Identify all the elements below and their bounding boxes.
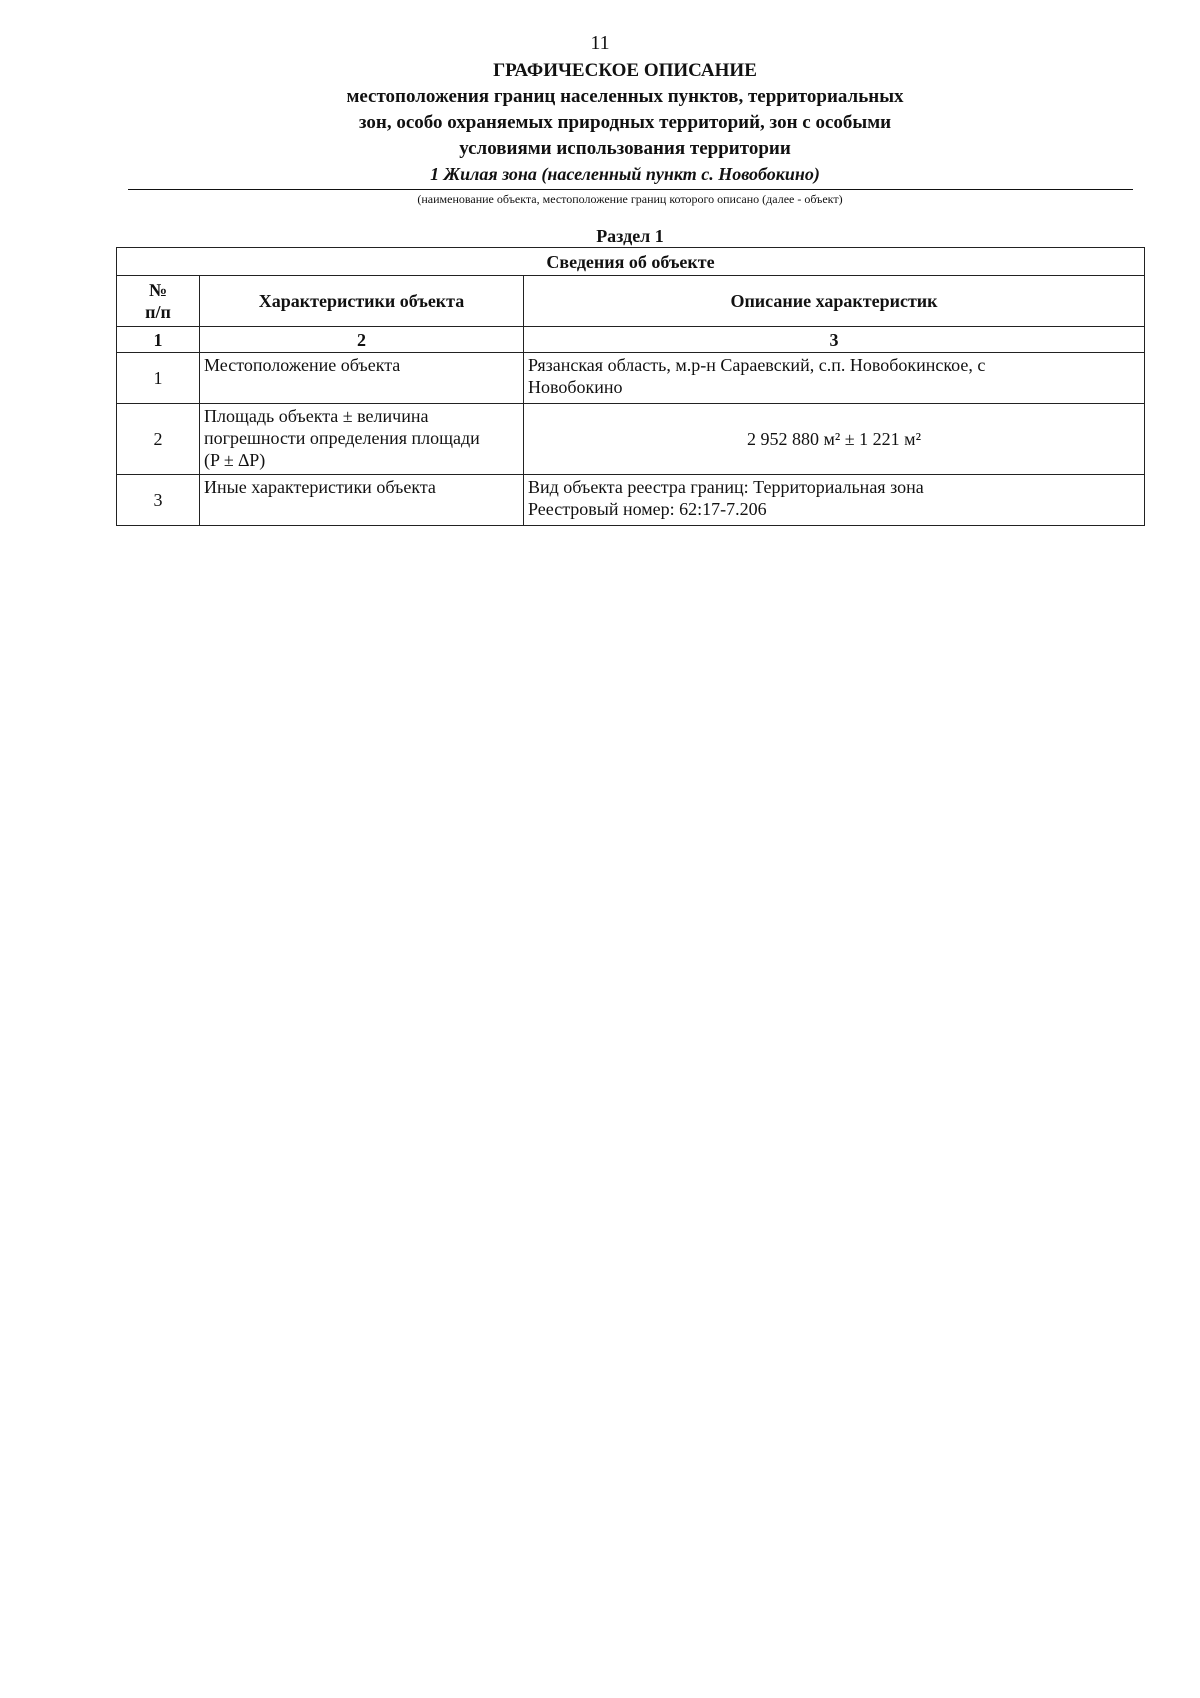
row-description-line: Новобокино [528, 377, 623, 397]
document-title: ГРАФИЧЕСКОЕ ОПИСАНИЕ [493, 60, 757, 81]
object-name: 1 Жилая зона (населенный пункт с. Новобокино) [430, 164, 820, 184]
row-characteristic-line: погрешности определения площади [204, 428, 480, 448]
index-cell: 3 [524, 327, 1145, 353]
row-characteristic [200, 353, 524, 404]
page-number: 11 [590, 32, 610, 54]
row-description-line: Вид объекта реестра границ: Территориальная зона [528, 477, 924, 497]
object-info-table [116, 247, 1145, 526]
object-name-underline [128, 189, 1133, 190]
document-subtitle-line-2: зон, особо охраняемых природных территорий, зон с особыми [358, 112, 892, 133]
index-cell: 1 [117, 327, 200, 353]
row-number: 2 [117, 404, 200, 475]
column-header-characteristics: Характеристики объекта [200, 276, 524, 327]
column-header-number-line-2: п/п [145, 302, 171, 322]
column-header-description: Описание характеристик [524, 276, 1145, 327]
row-characteristic-line: Иные характеристики объекта [204, 477, 436, 497]
row-description-line: Реестровый номер: 62:17-7.206 [528, 499, 767, 519]
row-description [524, 353, 1145, 404]
document-header [120, 58, 1130, 186]
table-header-row [117, 276, 1145, 327]
table-row [117, 353, 1145, 404]
table-row [117, 404, 1145, 475]
row-characteristic [200, 475, 524, 526]
row-characteristic-line: Площадь объекта ± величина [204, 406, 429, 426]
table-row [117, 475, 1145, 526]
row-characteristic [200, 404, 524, 475]
column-header-number [117, 276, 200, 327]
table-caption: Сведения об объекте [117, 248, 1145, 276]
index-cell: 2 [200, 327, 524, 353]
row-characteristic-line: (P ± ∆P) [204, 450, 266, 470]
table-index-row [117, 327, 1145, 353]
table-caption-row [117, 248, 1145, 276]
row-characteristic-line: Местоположение объекта [204, 355, 401, 375]
row-description [524, 475, 1145, 526]
column-header-number-line-1: № [148, 280, 168, 300]
document-subtitle-line-3: условиями использования территории [459, 138, 791, 159]
row-description-line: Рязанская область, м.р-н Сараевский, с.п. Новобокинское, с [528, 355, 986, 375]
section-title: Раздел 1 [596, 226, 664, 246]
row-number: 3 [117, 475, 200, 526]
row-description [524, 404, 1145, 475]
object-name-caption: (наименование объекта, местоположение границ которого описано (далее - объект) [417, 192, 843, 206]
row-number: 1 [117, 353, 200, 404]
document-subtitle-line-1: местоположения границ населенных пунктов, территориальных [346, 86, 904, 107]
row-description-line: 2 952 880 м² ± 1 221 м² [747, 429, 921, 449]
